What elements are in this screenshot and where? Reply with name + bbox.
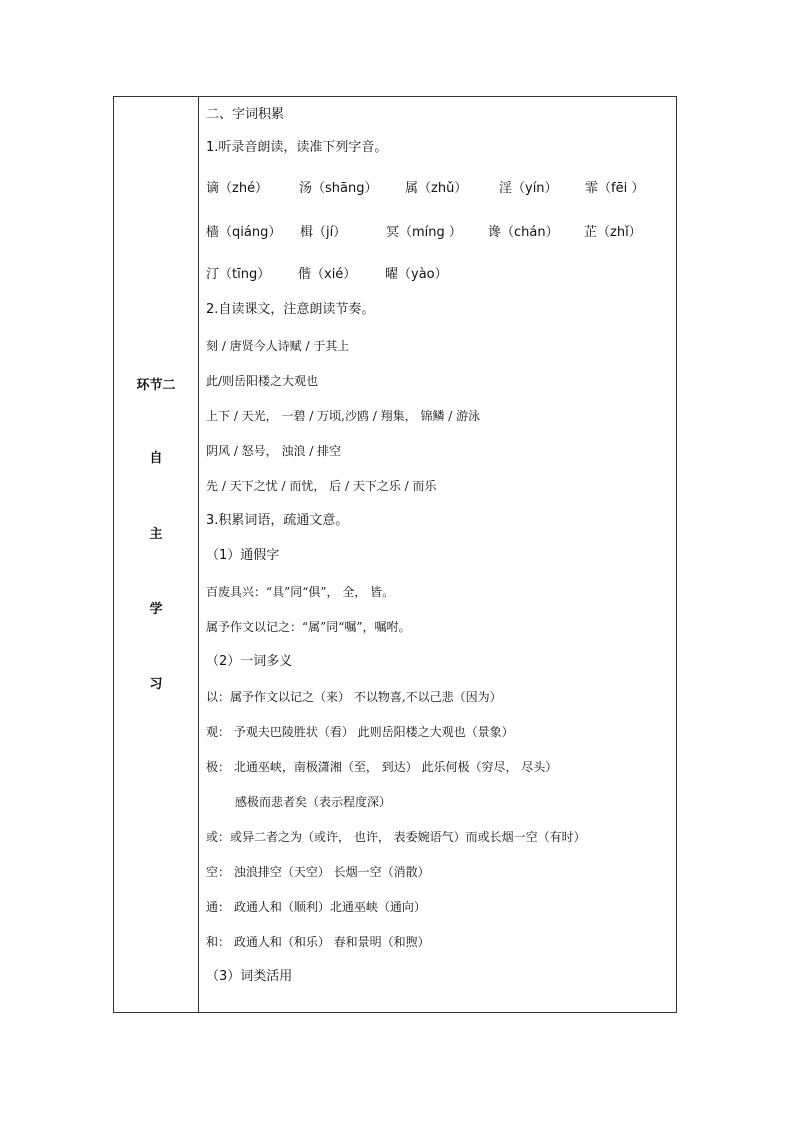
pinyin-entry: 汀（tīng） (206, 267, 271, 282)
subheading-huoyong: （3）词类活用 (206, 969, 293, 984)
stage-char-2: 主 (149, 527, 163, 542)
duoyi-line: 感极而悲者矣（表示程度深） (235, 795, 392, 809)
duoyi-line: 或：或异二者之为（或许， 也许， 表委婉语气）而或长烟一空（有时） (206, 830, 586, 844)
stage-label: 环节二 (136, 378, 176, 393)
subheading-tongjia: （1）通假字 (206, 548, 280, 563)
tongjia-line: 属予作文以记之：“属”同“嘱”，嘱咐。 (206, 620, 411, 634)
pinyin-entry: 樯（qiáng） (206, 225, 282, 240)
pinyin-entry: 楫（jí） (300, 225, 347, 240)
duoyi-line: 和： 政通人和（和乐） 春和景明（和煦） (206, 935, 430, 949)
duoyi-line: 极： 北通巫峡，南极潇湘（至， 到达） 此乐何极（穷尽， 尽头） (206, 760, 558, 774)
tongjia-line: 百废具兴：“具”同“俱”， 全， 皆。 (206, 585, 395, 599)
column-divider (198, 97, 199, 1012)
rhythm-line: 上下 / 天光， 一碧 / 万顷,沙鸥 / 翔集， 锦鳞 / 游泳 (206, 409, 481, 423)
stage-char-4: 习 (149, 677, 163, 692)
duoyi-line: 通： 政通人和（顺利）北通巫峡（通向） (206, 900, 426, 914)
duoyi-line: 观： 予观夫巴陵胜状（看） 此则岳阳楼之大观也（景象） (206, 725, 514, 739)
pinyin-entry: 曜（yào） (385, 267, 448, 282)
pinyin-entry: 芷（zhǐ） (584, 225, 642, 240)
pinyin-entry: 淫（yín） (499, 181, 558, 196)
rhythm-line: 阴风 / 怒号， 浊浪 / 排空 (206, 444, 342, 458)
stage-char-1: 自 (149, 451, 163, 466)
rhythm-line: 刻 / 唐贤今人诗赋 / 于其上 (206, 339, 350, 353)
stage-char-3: 学 (149, 602, 163, 617)
pinyin-entry: 偕（xié） (298, 267, 357, 282)
duoyi-line: 空： 浊浪排空（天空） 长烟一空（消散） (206, 865, 430, 879)
pinyin-entry: 汤（shāng） (299, 181, 378, 196)
item-1-instruction: 1.听录音朗读，读准下列字音。 (206, 140, 388, 155)
rhythm-line: 此/则岳阳楼之大观也 (206, 374, 319, 388)
pinyin-entry: 霏（fēi ） (585, 181, 645, 196)
subheading-duoyi: （2）一词多义 (206, 654, 293, 669)
pinyin-entry: 谪（zhé） (206, 181, 269, 196)
item-2-instruction: 2.自读课文，注意朗读节奏。 (206, 302, 375, 317)
rhythm-line: 先 / 天下之忧 / 而忧， 后 / 天下之乐 / 而乐 (206, 479, 437, 493)
pinyin-entry: 谗（chán） (488, 225, 559, 240)
lesson-table (113, 96, 677, 1013)
duoyi-line: 以：属予作文以记之（来） 不以物喜,不以己悲（因为） (206, 690, 502, 704)
section-heading: 二、字词积累 (206, 107, 285, 122)
pinyin-entry: 属（zhǔ） (405, 181, 468, 196)
pinyin-entry: 冥（míng ） (386, 225, 462, 240)
item-3-instruction: 3.积累词语，疏通文意。 (206, 513, 349, 528)
